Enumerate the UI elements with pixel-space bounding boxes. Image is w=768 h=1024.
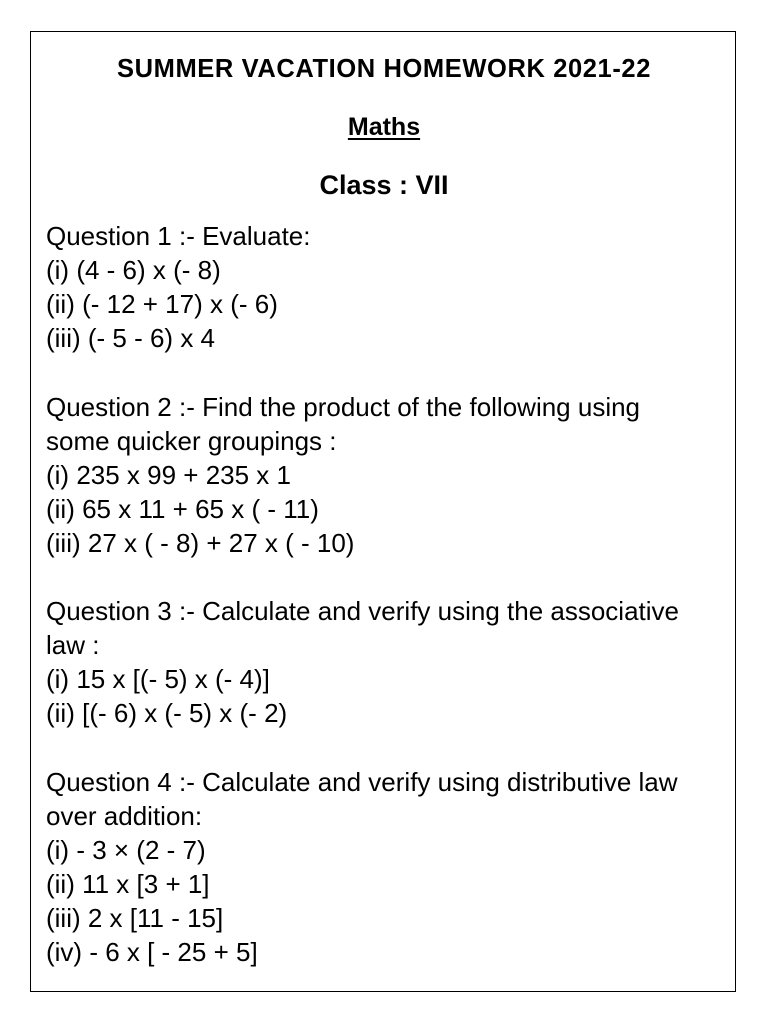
question-3-heading-cont: law : — [46, 630, 100, 660]
question-3-item-2: (ii) [(- 6) x (- 5) x (- 2) — [46, 698, 288, 728]
question-4-item-4: (iv) - 6 x [ - 25 + 5] — [46, 937, 258, 967]
question-1 — [46, 219, 726, 355]
question-1-heading: Question 1 :- Evaluate: — [46, 221, 311, 251]
question-3 — [46, 594, 726, 730]
question-2 — [46, 390, 726, 560]
subject-heading — [0, 111, 768, 143]
question-2-item-2: (ii) 65 x 11 + 65 x ( - 11) — [46, 494, 319, 524]
question-1-item-1: (i) (4 - 6) x (- 8) — [46, 255, 221, 285]
question-2-heading: Question 2 :- Find the product of the following using — [46, 392, 641, 422]
question-3-heading: Question 3 :- Calculate and verify using the associative — [46, 596, 680, 626]
question-4-item-1: (i) - 3 × (2 - 7) — [46, 835, 206, 865]
question-1-item-3: (iii) (- 5 - 6) x 4 — [46, 323, 215, 353]
question-1-item-2: (ii) (- 12 + 17) x (- 6) — [46, 289, 278, 319]
question-2-item-1: (i) 235 x 99 + 235 x 1 — [46, 460, 291, 490]
document-title: SUMMER VACATION HOMEWORK 2021-22 — [117, 55, 651, 83]
question-4 — [46, 765, 726, 969]
question-4-item-3: (iii) 2 x [11 - 15] — [46, 903, 224, 933]
question-2-item-3: (iii) 27 x ( - 8) + 27 x ( - 10) — [46, 528, 355, 558]
question-4-heading-cont: over addition: — [46, 801, 203, 831]
subject-label: Maths — [347, 113, 421, 141]
question-2-heading-cont: some quicker groupings : — [46, 426, 337, 456]
question-4-heading: Question 4 :- Calculate and verify using distributive law — [46, 767, 678, 797]
question-3-item-1: (i) 15 x [(- 5) x (- 4)] — [46, 664, 270, 694]
question-4-item-2: (ii) 11 x [3 + 1] — [46, 869, 210, 899]
class-heading: Class : VII — [319, 170, 449, 200]
